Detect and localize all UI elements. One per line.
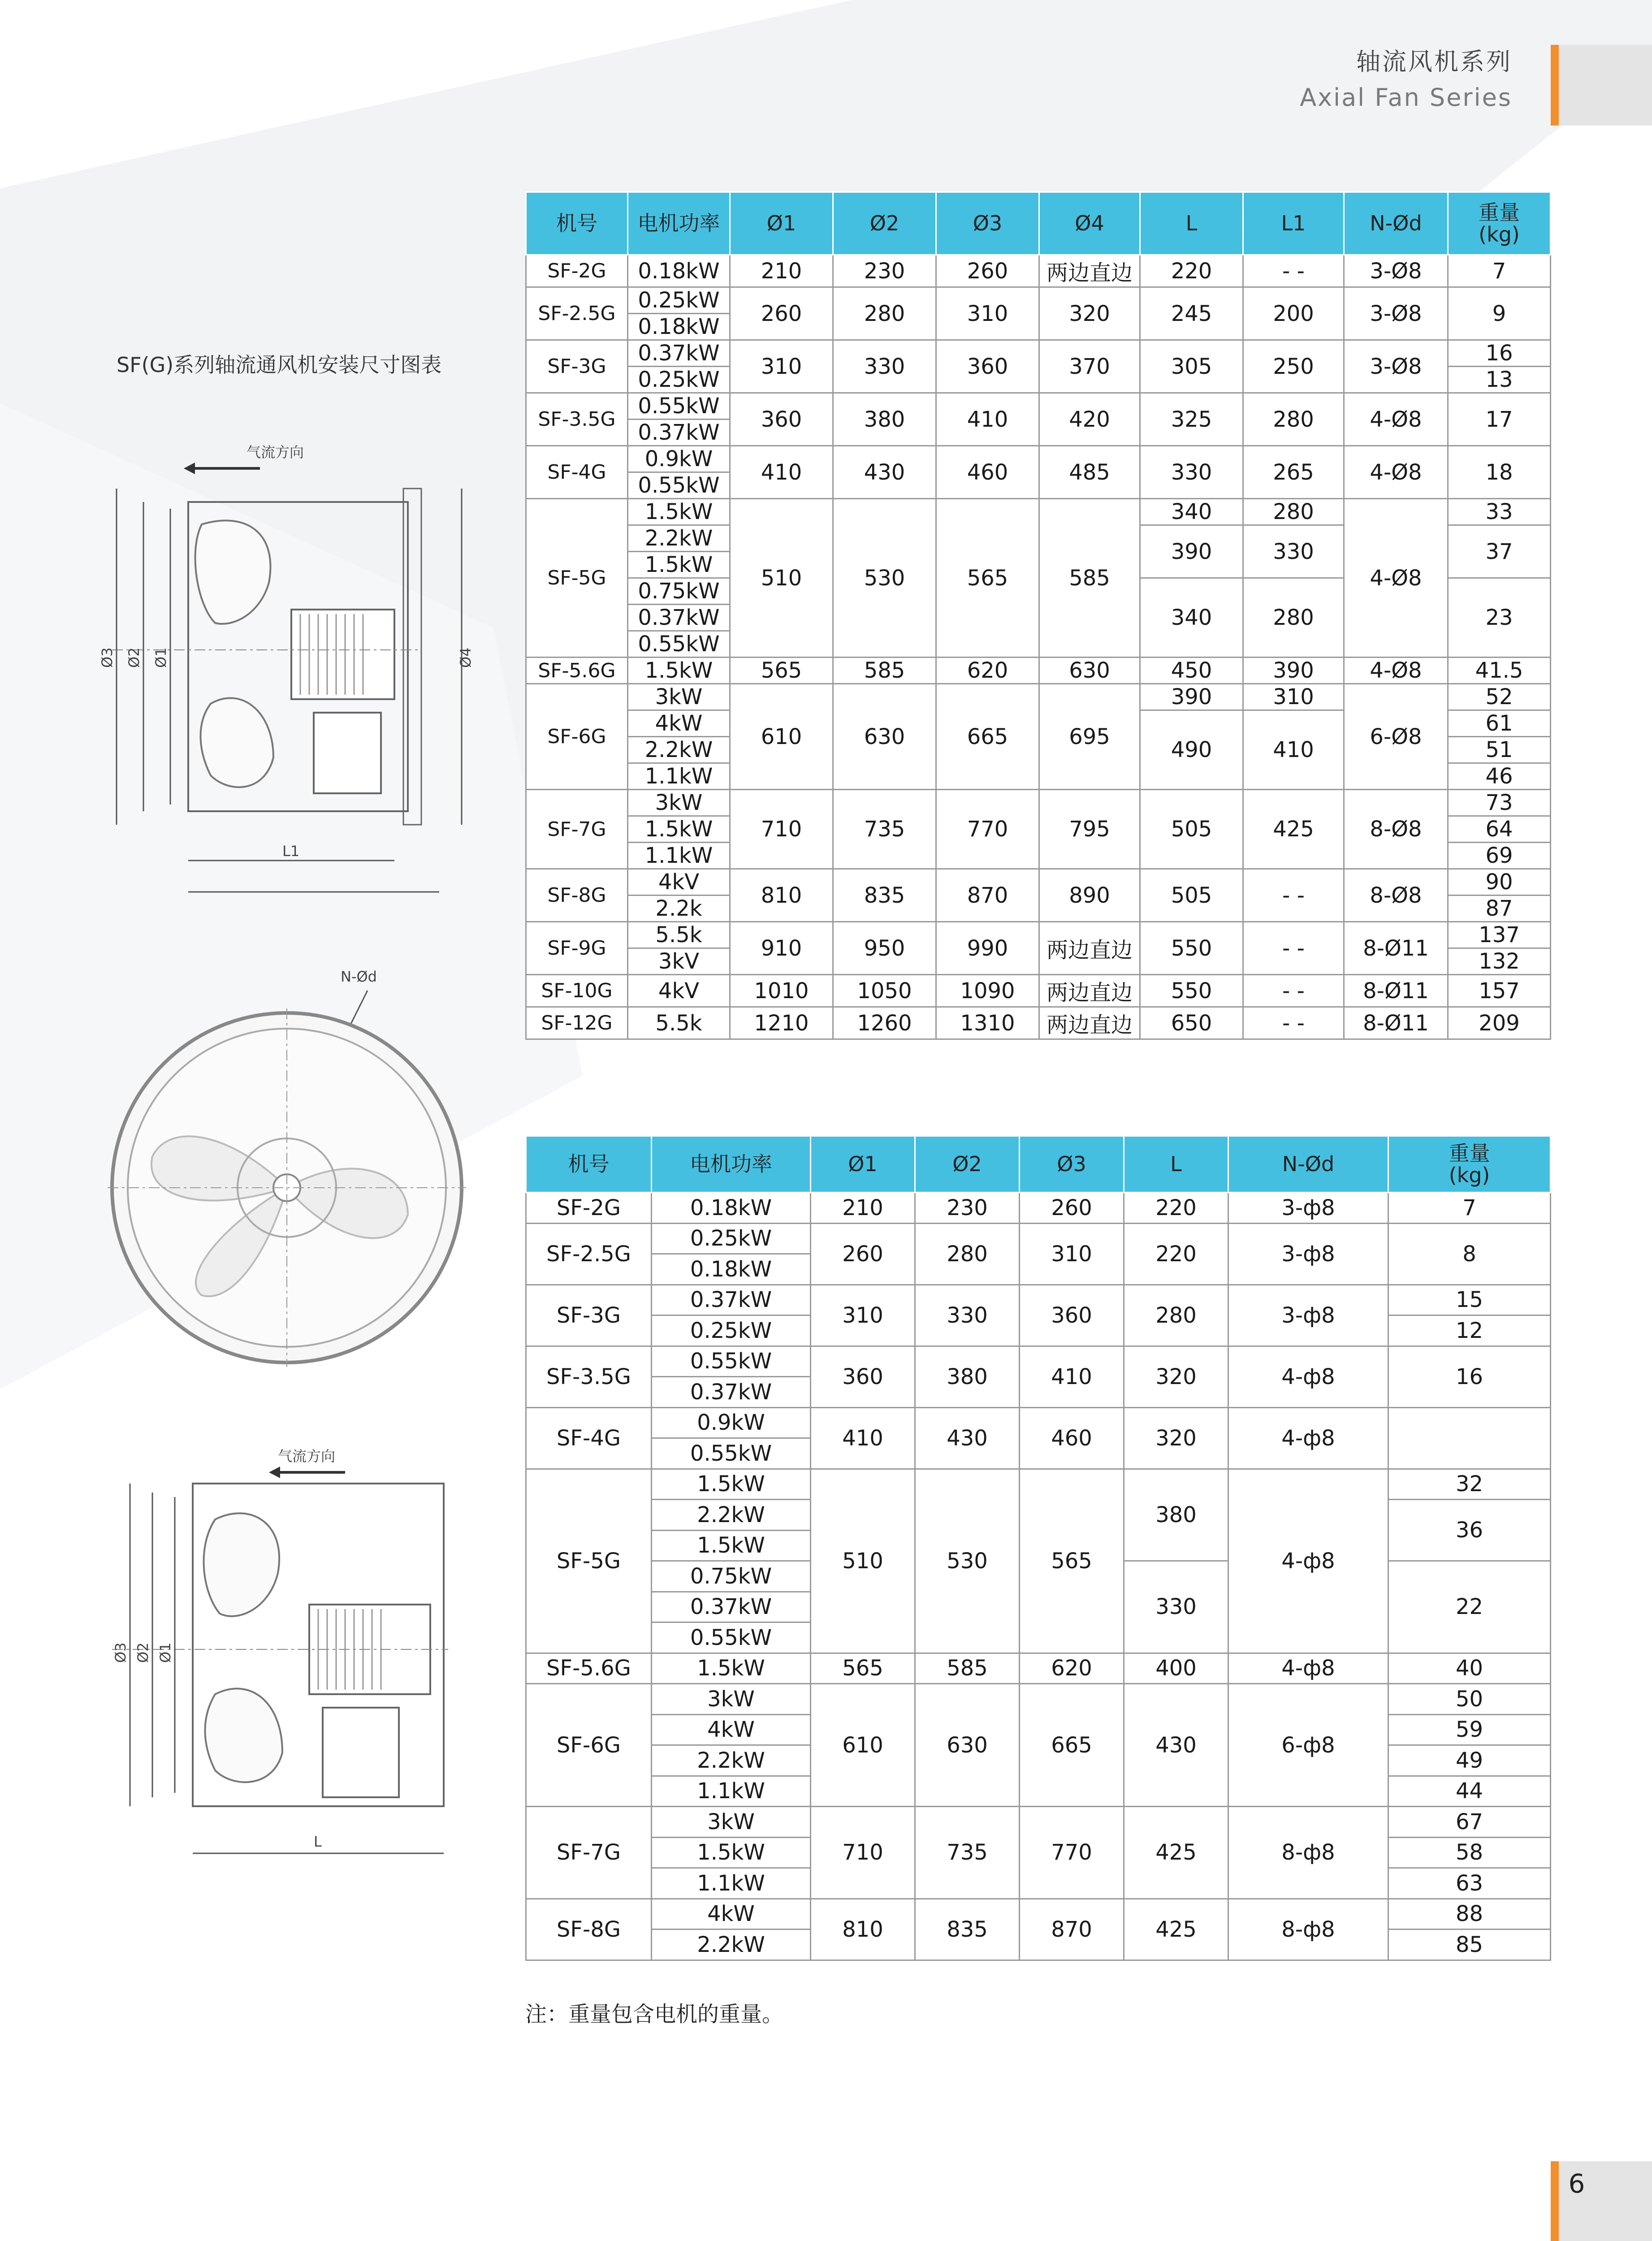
table1-header-l1: L1	[1243, 192, 1344, 255]
table-row: SF-4G 0.9kW 410 430 460 320 4-ф8	[526, 1407, 1551, 1438]
table-row: SF-4G 0.9kW 410 430 460 485 330 265 4-Ø8 18	[526, 446, 1551, 472]
table2-header-l: L	[1124, 1136, 1228, 1193]
table-row: 0.55kW	[526, 1438, 1551, 1469]
table2-header-d3: Ø3	[1020, 1136, 1124, 1193]
table-row: SF-2G 0.18kW 210 230 260 220 3-ф8 7	[526, 1193, 1551, 1224]
page-number: 6	[1568, 2168, 1585, 2199]
label-l-2: L	[314, 1833, 322, 1850]
spec-table-with-flange	[525, 191, 1551, 1040]
footer-accent-bar	[1551, 2161, 1559, 2241]
motor-mount-2	[323, 1708, 399, 1797]
motor-mount	[314, 713, 381, 793]
airflow-label-1: 气流方向	[247, 444, 304, 461]
series-title-en: Axial Fan Series	[1300, 83, 1512, 112]
table-row: 4kW 59	[526, 1714, 1551, 1745]
table1-header-d4: Ø4	[1039, 192, 1140, 255]
table-row: 0.37kW	[526, 1377, 1551, 1408]
header-grey-block	[1559, 45, 1652, 125]
table-row: 2.2kW 85	[526, 1930, 1551, 1960]
label-d2-1: Ø2	[125, 647, 143, 668]
table-row: 0.75kW 340 280 23	[526, 578, 1551, 605]
front-view-drawing	[99, 964, 493, 1376]
table-row: SF-3.5G 0.55kW 360 380 410 320 4-ф8 16	[526, 1346, 1551, 1377]
table-row: 1.1kW 63	[526, 1868, 1551, 1899]
table-row: SF-5G 1.5kW 510 530 565 380 4-ф8 32	[526, 1469, 1551, 1500]
table-row: SF-3.5G 0.55kW 360 380 410 420 325 280 4-Ø8 17	[526, 393, 1551, 420]
fan-blade-top	[195, 520, 271, 623]
table-row: 1.1kW 46	[526, 763, 1551, 790]
table-row: 2.2kW 36	[526, 1500, 1551, 1531]
fan-blade-bottom	[201, 698, 274, 787]
label-d4-1: Ø4	[457, 647, 474, 668]
label-d2-2: Ø2	[134, 1642, 151, 1663]
fan-blade-bottom-2	[205, 1689, 283, 1782]
table-row: 3kV 132	[526, 948, 1551, 975]
table2-header-nd: N-Ød	[1228, 1136, 1388, 1193]
table-row: 0.18kW	[526, 314, 1551, 340]
series-title-cn: 轴流风机系列	[1356, 48, 1512, 76]
table-row: SF-10G 4kV 1010 1050 1090 两边直边 550 - - 8-Ø11 157	[526, 975, 1551, 1007]
table2-header-weight: 重量 (kg)	[1388, 1136, 1551, 1193]
table1-header-d3: Ø3	[936, 192, 1039, 255]
table-row: SF-5G 1.5kW 510 530 565 585 340 280 4-Ø8 33	[526, 499, 1551, 525]
table1-header-l: L	[1140, 192, 1243, 255]
table-row: 0.25kW 13	[526, 367, 1551, 393]
side-view-drawing-1	[99, 435, 502, 910]
table-row: 0.37kW	[526, 1592, 1551, 1622]
table2-header-row	[526, 1136, 1551, 1193]
label-nd: N-Ød	[341, 968, 377, 985]
side-view-drawing-2	[99, 1443, 493, 1873]
motor-body	[291, 610, 394, 699]
table1-header-nd: N-Ød	[1344, 192, 1448, 255]
table-row: 2.2kW 49	[526, 1745, 1551, 1776]
table2-header-model: 机号	[526, 1136, 652, 1193]
table-row: 1.5kW 64	[526, 816, 1551, 843]
table2-header-d2: Ø2	[915, 1136, 1020, 1193]
table1-header-weight: 重量 (kg)	[1448, 192, 1551, 255]
table-row: SF-9G 5.5k 910 950 990 两边直边 550 - - 8-Ø11 137	[526, 922, 1551, 948]
table-row: 2.2kW 51	[526, 737, 1551, 763]
table1-header-d2: Ø2	[833, 192, 936, 255]
table1-header-row	[526, 192, 1551, 255]
table-row: SF-2G 0.18kW 210 230 260 两边直边 220 - - 3-Ø8 7	[526, 255, 1551, 287]
table-row: 0.37kW	[526, 420, 1551, 446]
table-row: SF-6G 3kW 610 630 665 430 6-ф8 50	[526, 1684, 1551, 1715]
spec-table-without-flange	[525, 1135, 1551, 1961]
table-row: 4kW 490 410 61	[526, 710, 1551, 737]
table-row: 0.75kW 330 22	[526, 1561, 1551, 1592]
label-d3-2: Ø3	[112, 1642, 129, 1663]
table-row: SF-8G 4kW 810 835 870 425 8-ф8 88	[526, 1899, 1551, 1930]
table1-header-model: 机号	[526, 192, 628, 255]
table-row: 1.5kW	[526, 552, 1551, 578]
table-row: 1.5kW	[526, 1530, 1551, 1561]
airflow-arrowhead-2	[269, 1467, 280, 1478]
label-d1-2: Ø1	[157, 1642, 174, 1663]
table-row: 2.2k 87	[526, 896, 1551, 922]
table-row: SF-2.5G 0.25kW 260 280 310 320 245 200 3-Ø8 9	[526, 287, 1551, 314]
table-row: SF-3G 0.37kW 310 330 360 370 305 250 3-Ø8 16	[526, 340, 1551, 367]
series-header	[1300, 44, 1512, 116]
section-title: SF(G)系列轴流通风机安装尺寸图表	[117, 353, 442, 377]
table-row: 0.25kW 12	[526, 1315, 1551, 1346]
table-row: SF-6G 3kW 610 630 665 695 390 310 6-Ø8 52	[526, 684, 1551, 710]
table-row: SF-7G 3kW 710 735 770 795 505 425 8-Ø8 73	[526, 790, 1551, 816]
table-row: 0.55kW	[526, 1622, 1551, 1653]
table-row: 0.55kW	[526, 472, 1551, 499]
label-l1: L1	[282, 843, 300, 860]
header-accent-bar	[1551, 45, 1559, 125]
table-row: 0.18kW	[526, 1254, 1551, 1285]
table-row: SF-8G 4kV 810 835 870 890 505 - - 8-Ø8 90	[526, 869, 1551, 896]
fan-blade-top-2	[204, 1513, 280, 1616]
table-row: SF-3G 0.37kW 310 330 360 280 3-ф8 15	[526, 1285, 1551, 1315]
label-d1-1: Ø1	[152, 647, 169, 668]
fan-flange	[403, 489, 421, 825]
table-row: SF-5.6G 1.5kW 565 585 620 400 4-ф8 40	[526, 1653, 1551, 1684]
table1-header-power: 电机功率	[628, 192, 730, 255]
table-row: SF-5.6G 1.5kW 565 585 620 630 450 390 4-Ø8 41.5	[526, 658, 1551, 684]
airflow-arrowhead-1	[184, 463, 195, 474]
table-row: SF-7G 3kW 710 735 770 425 8-ф8 67	[526, 1807, 1551, 1838]
table2-header-d1: Ø1	[811, 1136, 915, 1193]
table-row: SF-2.5G 0.25kW 260 280 310 220 3-ф8 8	[526, 1223, 1551, 1254]
table-row: 1.5kW 58	[526, 1837, 1551, 1868]
label-d3-1: Ø3	[99, 647, 116, 668]
table1-header-d1: Ø1	[730, 192, 833, 255]
table-row: 0.55kW	[526, 631, 1551, 658]
weight-note: 注：重量包含电机的重量。	[525, 2002, 784, 2027]
table-row: 1.1kW 44	[526, 1776, 1551, 1807]
table-row: 2.2kW 390 330 37	[526, 525, 1551, 552]
airflow-label-2: 气流方向	[278, 1448, 336, 1465]
table-row: 0.37kW	[526, 605, 1551, 631]
table-row: 1.1kW 69	[526, 843, 1551, 869]
table2-header-power: 电机功率	[652, 1136, 811, 1193]
table-row: SF-12G 5.5k 1210 1260 1310 两边直边 650 - - 8-Ø11 209	[526, 1007, 1551, 1039]
